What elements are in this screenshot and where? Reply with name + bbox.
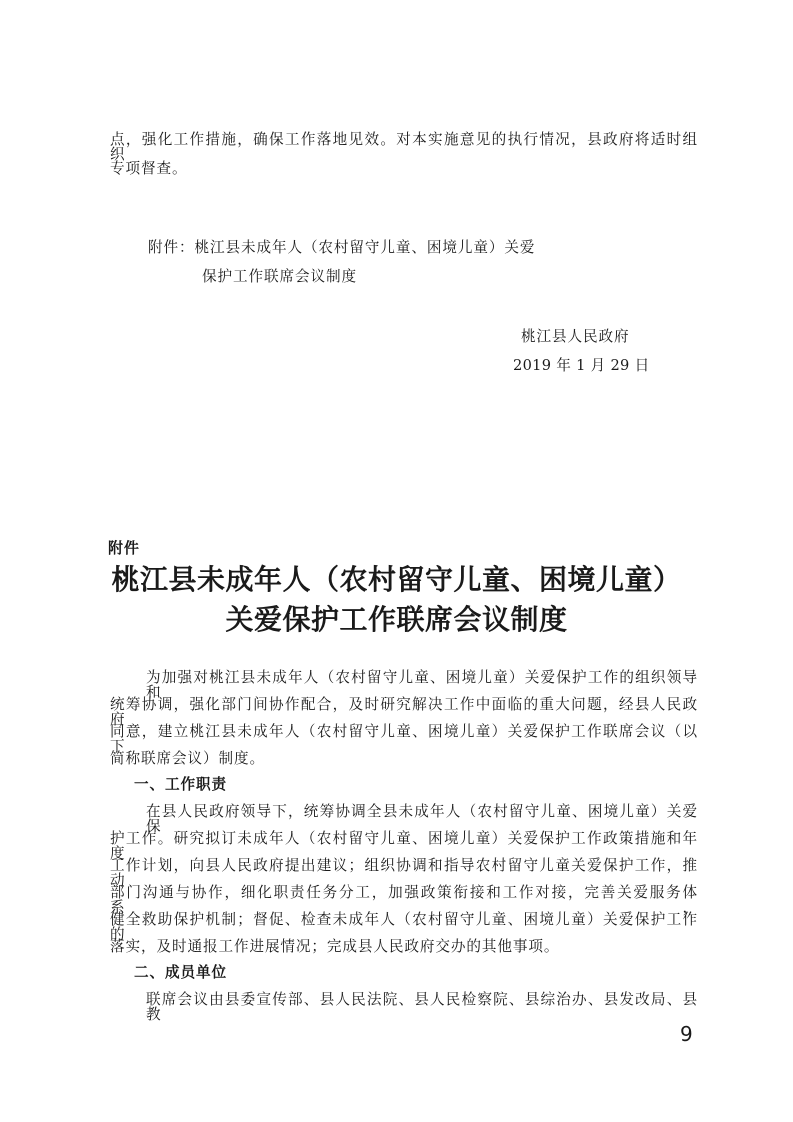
paragraph-line: 在县人民政府领导下，统筹协调全县未成年人（农村留守儿童、困境儿童）关爱保	[146, 803, 698, 835]
section-heading: 二、成员单位	[134, 964, 227, 981]
paragraph-line: 联席会议由县委宣传部、县人民法院、县人民检察院、县综治办、县发改局、县教	[146, 991, 698, 1023]
appendix-label: 附件	[108, 539, 140, 557]
paragraph-line: 同意，建立桃江县未成年人（农村留守儿童、困境儿童）关爱保护工作联席会议（以下	[110, 723, 698, 755]
paragraph-line: 护工作。研究拟订未成年人（农村留守儿童、困境儿童）关爱保护工作政策措施和年度	[110, 830, 698, 862]
paragraph-line: 落实，及时通报工作进展情况；完成县人民政府交办的其他事项。	[110, 938, 560, 955]
paragraph-line: 专项督查。	[110, 160, 188, 177]
paragraph-line: 简称联席会议）制度。	[110, 750, 265, 767]
appendix-title: 桃江县未成年人（农村留守儿童、困境儿童）	[111, 563, 682, 596]
paragraph-line: 统筹协调，强化部门间协作配合，及时研究解决工作中面临的重大问题，经县人民政府	[110, 696, 698, 728]
paragraph-line: 点，强化工作措施，确保工作落地见效。对本实施意见的执行情况，县政府将适时组织	[110, 131, 698, 163]
appendix-title: 关爱保护工作联席会议制度	[225, 603, 568, 636]
paragraph-line: 工作计划，向县人民政府提出建议；组织协调和指导农村留守儿童关爱保护工作，推动	[110, 857, 698, 889]
attachment-note: 附件：桃江县未成年人（农村留守儿童、困境儿童）关爱	[148, 239, 536, 256]
issue-date: 2019 年 1 月 29 日	[513, 357, 650, 374]
paragraph-line: 为加强对桃江县未成年人（农村留守儿童、困境儿童）关爱保护工作的组织领导和	[146, 669, 698, 701]
page-number: 9	[680, 1022, 693, 1046]
attachment-note: 保护工作联席会议制度	[202, 268, 357, 285]
paragraph-line: 健全救助保护机制；督促、检查未成年人（农村留守儿童、困境儿童）关爱保护工作的	[110, 911, 698, 943]
paragraph-line: 部门沟通与协作，细化职责任务分工，加强政策衔接和工作对接，完善关爱服务体系，	[110, 884, 698, 916]
issuer-name: 桃江县人民政府	[521, 328, 630, 345]
section-heading: 一、工作职责	[134, 776, 227, 793]
